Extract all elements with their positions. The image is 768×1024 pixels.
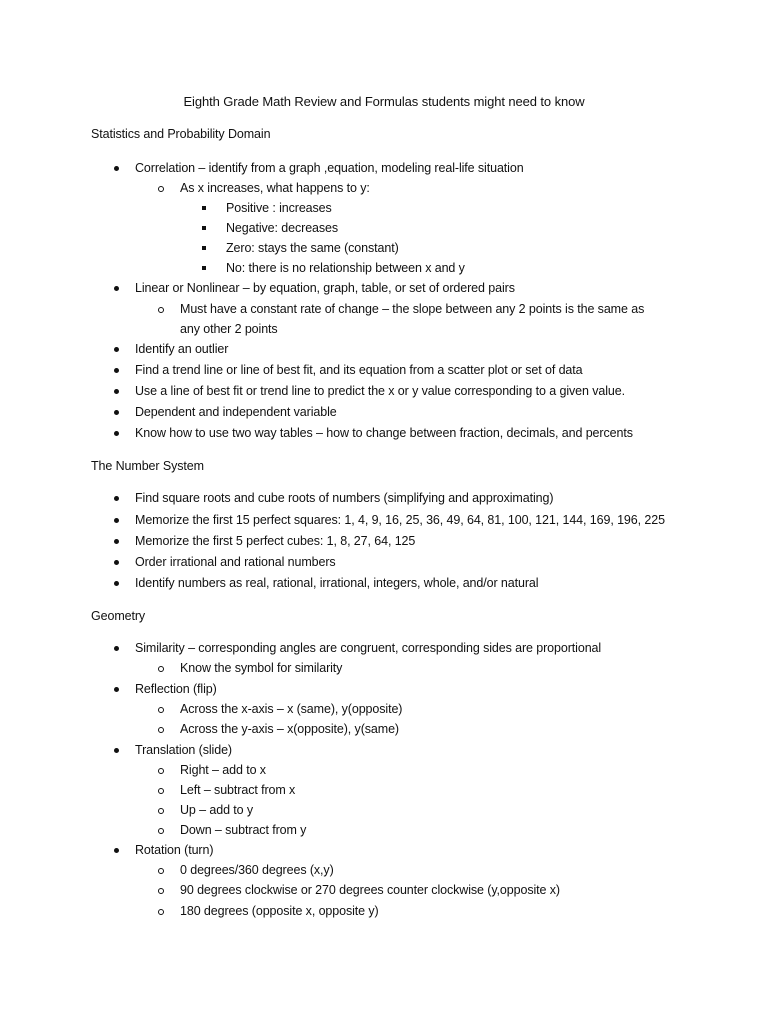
bullet-dot-icon [114, 368, 119, 373]
bullet-circle-icon [158, 868, 164, 874]
bullet-dot-icon [114, 581, 119, 586]
bullet-dot-icon [114, 410, 119, 415]
bullet-dot-icon [114, 389, 119, 394]
section-heading-statistics: Statistics and Probability Domain [91, 127, 271, 141]
bullet-dot-icon [114, 431, 119, 436]
bullet-dot-icon [114, 166, 119, 171]
bullet-square-icon [202, 246, 206, 250]
bullet-dot-icon [114, 646, 119, 651]
bullet-dot-icon [114, 518, 119, 523]
bullet-circle-icon [158, 808, 164, 814]
bullet-dot-icon [114, 560, 119, 565]
bullet-dot-icon [114, 347, 119, 352]
bullet-circle-icon [158, 666, 164, 672]
bullet-dot-icon [114, 286, 119, 291]
bullet-circle-icon [158, 888, 164, 894]
section-heading-geometry: Geometry [91, 609, 146, 623]
bullet-circle-icon [158, 307, 164, 313]
bullet-circle-icon [158, 727, 164, 733]
document-page: Eighth Grade Math Review and Formulas students might need to know Statistics and Probability Domain Correlation – identify from a graph ,equation, modeling real-life situation As x increases, what happens to y: Positive : increases Negative: decreases Zero: stays the same (constant) No: there is no relationship between x and y Linear or Nonlinear – by equation, graph, table, or set of ordered pairs Must have a constant rate of change – the slope between any 2 points is the same as any other 2 points Identify an outlier Find a trend line or line of best fit, and its equation from a scatter plot or set of data Use a line of best fit or trend line to predict the x or y value corresponding to a given value. Dependent and independent variable Know how to use two way tables – how to change between fraction, decimals, and percents The Number System Find square roots and cube roots of numbers (simplifying and approximating) Memorize the first 15 perfect squares: 1, 4, 9, 16, 25, 36, 49, 64, 81, 100, 121, 144, 169, 196, 225 Memorize the first 5 perfect cubes: 1, 8, 27, 64, 125 Order irrational and rational numbers Identify numbers as real, rational, irrational, integers, whole, and/or natural Geometry Similarity – corresponding angles are congruent, corresponding sides are proportional Know the symbol for similarity Reflection (flip) Across the x-axis – x (same), y(opposite) Across the y-axis – x(opposite), y(same) Translation (slide) Right – add to x Left – subtract from x Up – add to y Down – subtract from y Rotation (turn) 0 degrees/360 degrees (x,y) 90 degrees clockwise or 270 degrees counter clockwise (y,opposite x) 180 degrees (opposite x, opposite y) [0, 0, 768, 1024]
section-heading-number-system: The Number System [91, 459, 204, 473]
bullet-square-icon [202, 266, 206, 270]
bullet-circle-icon [158, 186, 164, 192]
bullet-circle-icon [158, 828, 164, 834]
bullet-dot-icon [114, 539, 119, 544]
bullet-circle-icon [158, 909, 164, 915]
bullet-dot-icon [114, 496, 119, 501]
bullet-dot-icon [114, 687, 119, 692]
bullet-circle-icon [158, 707, 164, 713]
bullet-dot-icon [114, 848, 119, 853]
page-title: Eighth Grade Math Review and Formulas students might need to know [183, 94, 585, 109]
bullet-circle-icon [158, 788, 164, 794]
bullet-square-icon [202, 226, 206, 230]
bullet-dot-icon [114, 748, 119, 753]
bullet-square-icon [202, 206, 206, 210]
bullet-circle-icon [158, 768, 164, 774]
